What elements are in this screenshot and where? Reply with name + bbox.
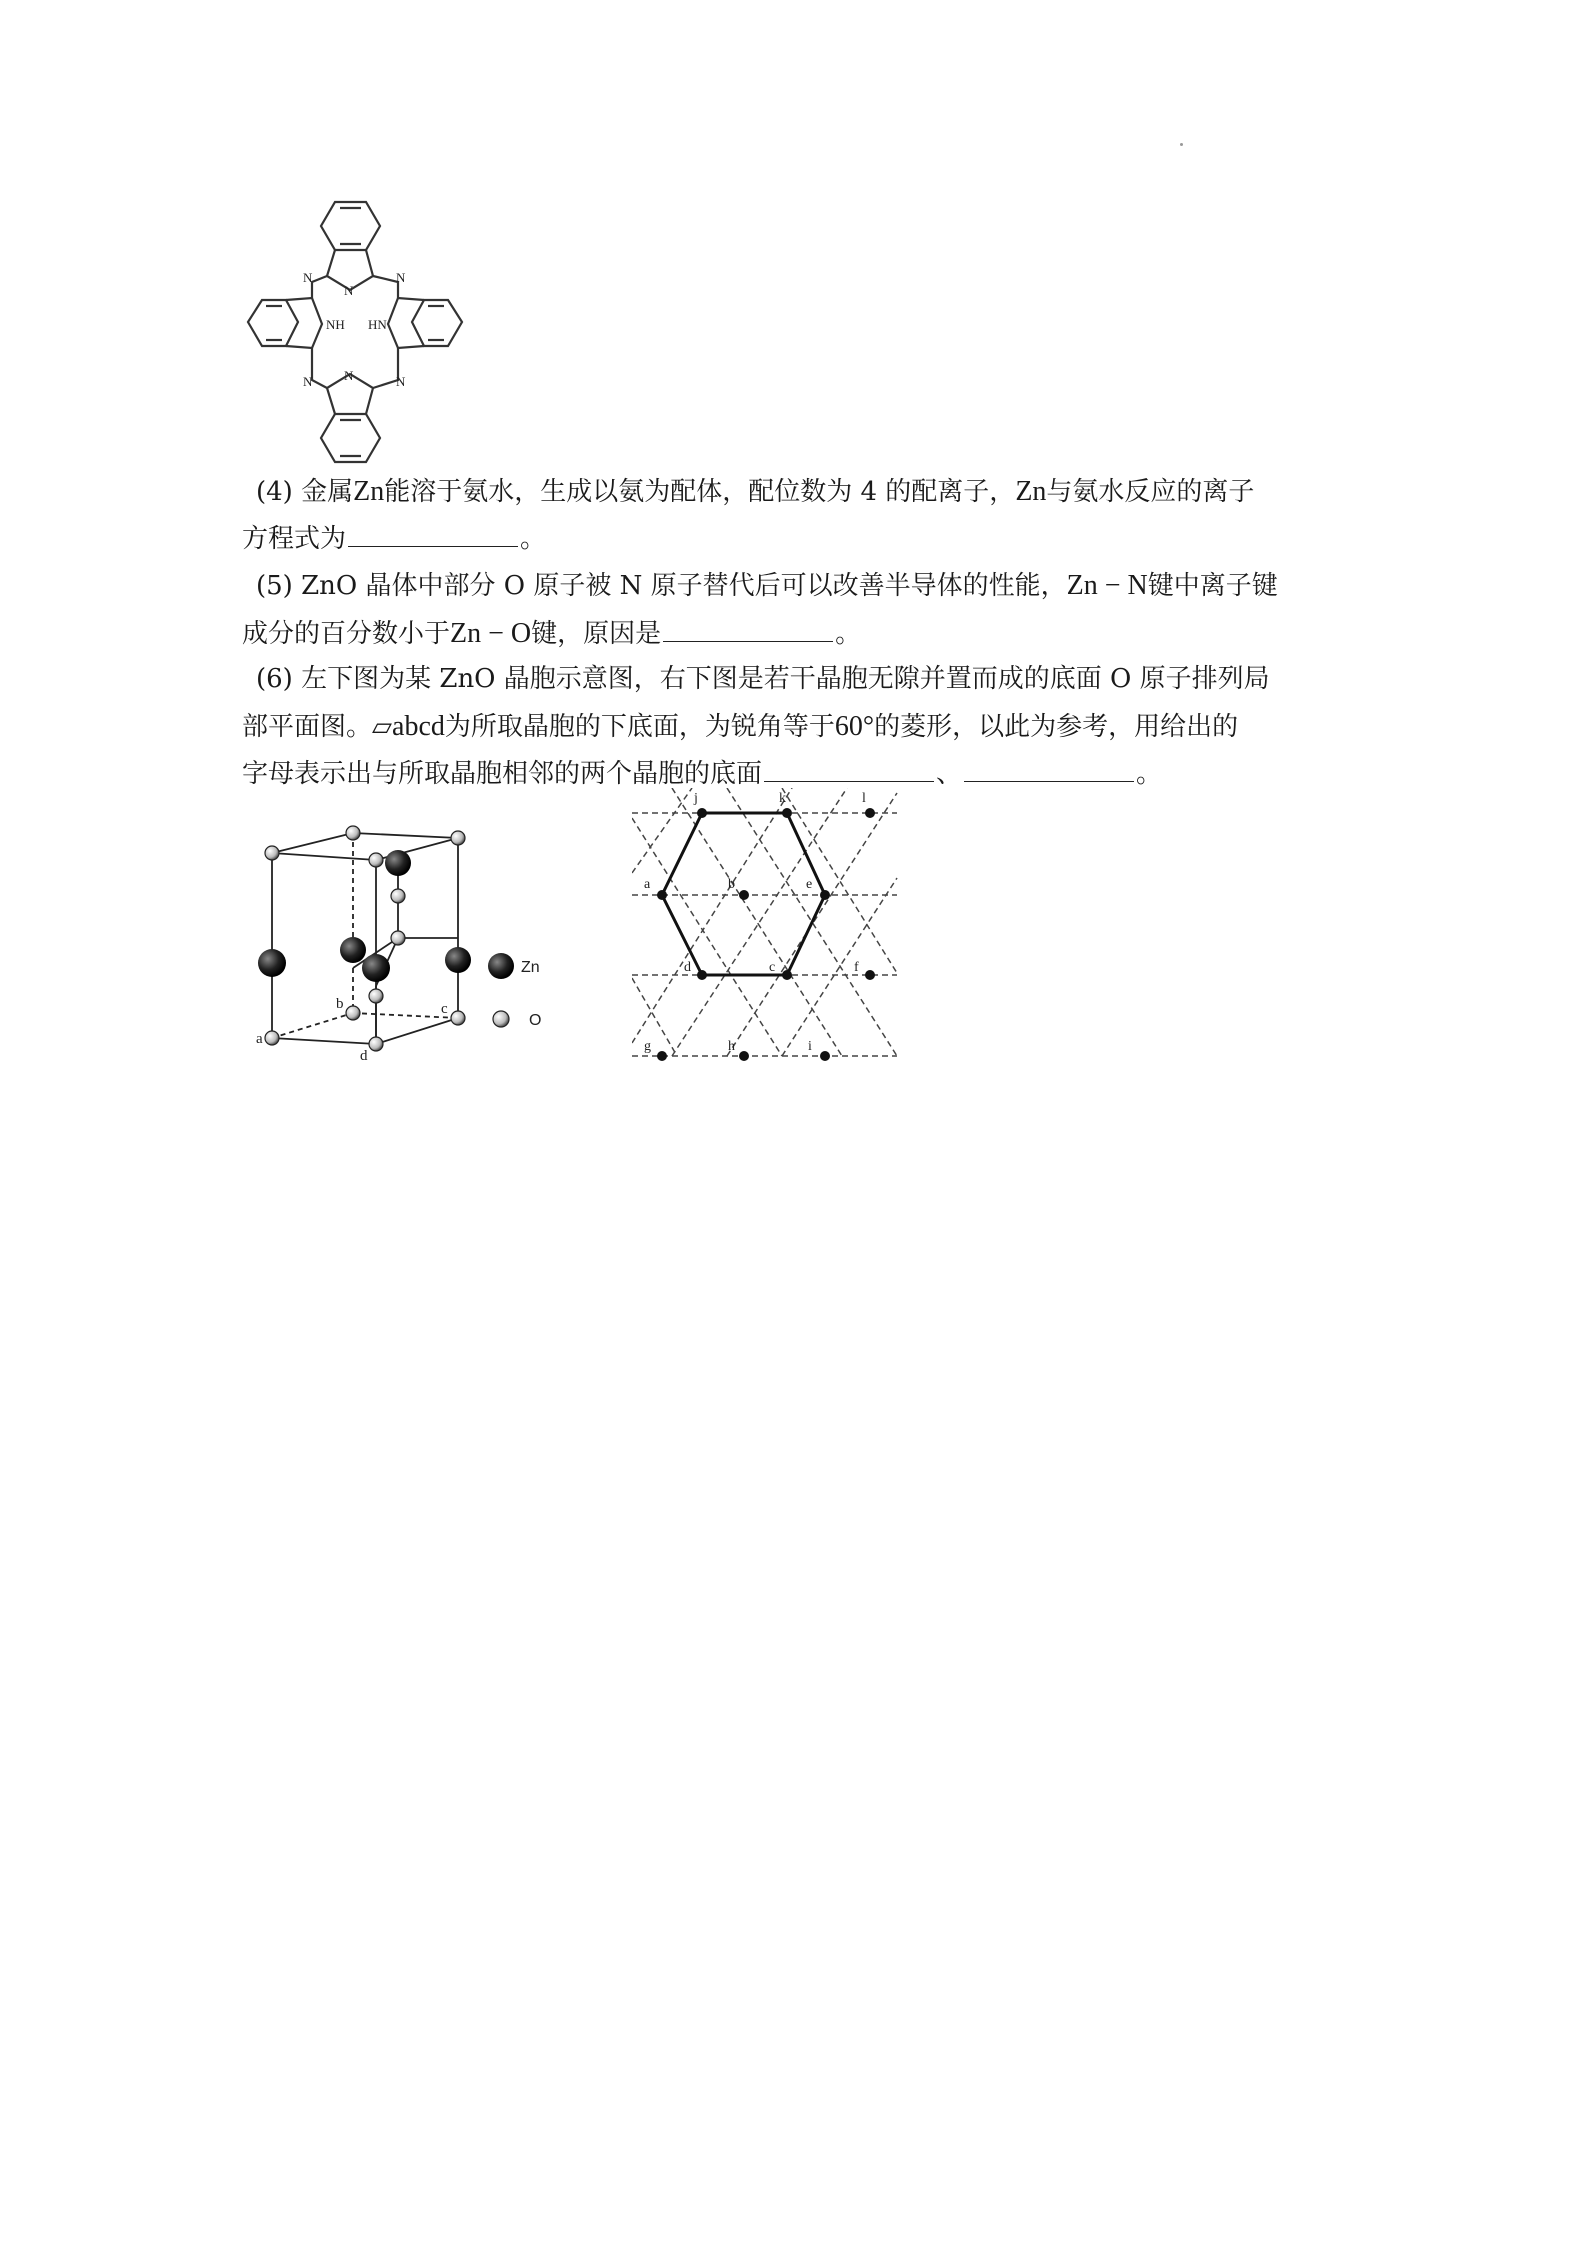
vertex-label-d: d [360, 1048, 368, 1063]
answer-blank[interactable] [964, 759, 1134, 782]
lattice-label-l: l [862, 791, 866, 806]
o-legend-label: O [529, 1012, 542, 1029]
zn-legend-label: Zn [521, 959, 540, 976]
zno-unit-cell-figure [248, 818, 568, 1063]
bond-formula: Zn − O [450, 618, 532, 649]
lattice-label-c: c [769, 960, 776, 975]
question-6 [242, 656, 1362, 798]
q4-text: 。 [520, 524, 547, 554]
mol-atom-label: HN [368, 317, 387, 332]
q5-text: ZnO 晶体中部分 O 原子被 N 原子替代后可以改善半导体的性能， [301, 571, 1067, 601]
zn-symbol: Zn [1015, 476, 1047, 507]
q5-text: 键，原因是 [531, 619, 662, 649]
lattice-label-g: g [644, 1039, 651, 1054]
lattice-label-a: a [644, 877, 651, 892]
q5-text: 。 [835, 619, 862, 649]
q4-text: 方程式为 [242, 524, 347, 554]
angle-value: 60° [834, 711, 875, 742]
q4-text: 能溶于氨水，生成以氨为配体，配位数为 4 的配离子， [384, 477, 1016, 507]
question-number: (6) [256, 664, 293, 694]
speck [1180, 143, 1183, 146]
abcd-label: abcd [392, 711, 445, 742]
q6-text: 、 [936, 759, 963, 789]
q4-text: 与氨水反应的离子 [1046, 477, 1255, 507]
answer-blank[interactable] [663, 619, 833, 642]
question-4 [242, 468, 1362, 563]
mol-atom-label: N [396, 270, 406, 285]
o-legend-icon [493, 1011, 509, 1027]
answer-blank[interactable] [764, 759, 934, 782]
q6-text: 左下图为某 ZnO 晶胞示意图，右下图是若干晶胞无隙并置而成的底面 O 原子排列局 [301, 664, 1270, 694]
zn-symbol: Zn [353, 476, 385, 507]
q6-text: 为所取晶胞的下底面，为锐角等于 [444, 712, 835, 742]
mol-atom-label: NH [326, 317, 345, 332]
q6-text: 的菱形，以此为参考，用给出的 [874, 712, 1239, 742]
question-number: (5) [256, 571, 293, 601]
vertex-label-c: c [441, 1001, 448, 1017]
lattice-label-h: h [728, 1039, 735, 1054]
bond-formula: Zn − N [1066, 570, 1148, 601]
lattice-label-f: f [854, 960, 859, 975]
o-atom-plane-lattice-figure [632, 788, 902, 1068]
lattice-label-j: j [694, 791, 698, 806]
lattice-label-d: d [684, 960, 691, 975]
parallelogram-symbol: ▱ [372, 712, 393, 742]
q6-text: 字母表示出与所取晶胞相邻的两个晶胞的底面 [242, 759, 763, 789]
lattice-label-e: e [806, 877, 813, 892]
zn-legend-icon [488, 953, 514, 979]
lattice-label-k: k [779, 791, 786, 806]
q5-text: 键中离子键 [1147, 571, 1278, 601]
q5-text: 成分的百分数小于 [242, 619, 451, 649]
answer-blank[interactable] [348, 524, 518, 547]
question-5 [242, 562, 1362, 658]
q6-text: 。 [1136, 759, 1163, 789]
mol-atom-label: N [396, 374, 406, 389]
mol-atom-label: N [303, 374, 313, 389]
vertex-label-b: b [336, 996, 344, 1012]
lattice-label-b: b [728, 877, 735, 892]
mol-atom-label: N [344, 368, 354, 383]
mol-atom-label: N [303, 270, 313, 285]
q4-text: 金属 [301, 477, 354, 507]
lattice-label-i: i [808, 1039, 812, 1054]
mol-atom-label: N [344, 283, 354, 298]
vertex-label-a: a [256, 1031, 263, 1047]
macrocycle-structure-figure [240, 190, 470, 470]
q6-text: 部平面图。 [242, 712, 373, 742]
question-number: (4) [256, 477, 293, 507]
